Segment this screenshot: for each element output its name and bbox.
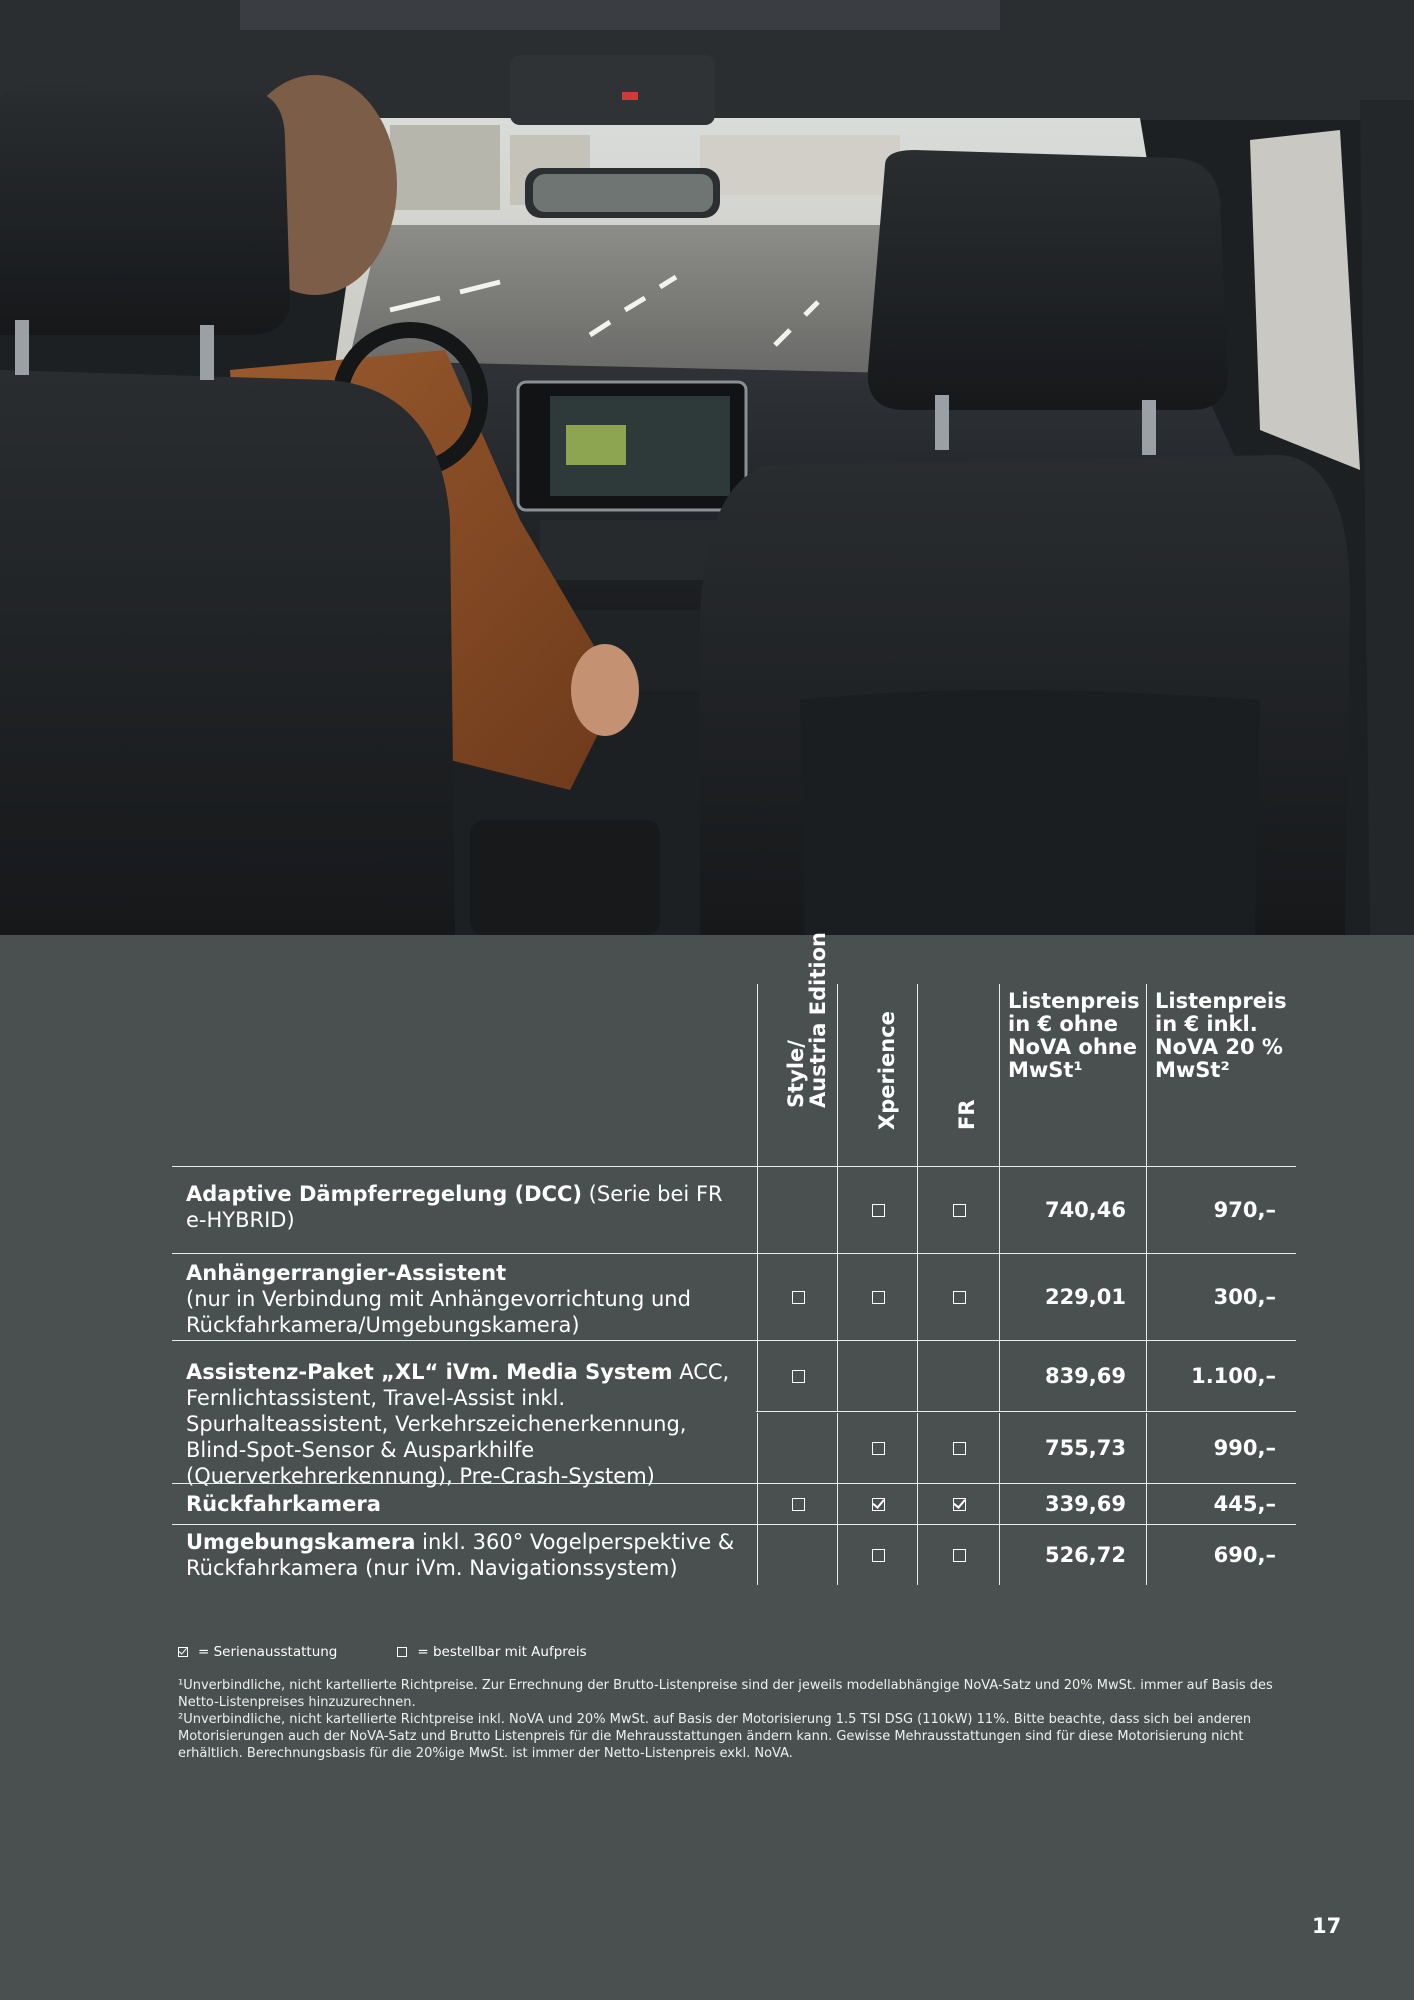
feature-title: Anhängerrangier-Assistent [186,1261,507,1285]
cell-price-gross: 300,– [1146,1254,1296,1340]
cell-xperience [837,1525,918,1585]
column-header-style [757,932,838,1166]
price-table [172,932,1296,1585]
cell-xperience [837,1167,918,1253]
optional-box-icon [872,1204,885,1217]
table-header [172,932,1296,1166]
standard-check-icon [872,1498,885,1511]
legend-series [178,1644,337,1660]
cell-price-net: 229,01 [999,1254,1146,1340]
cell-price-gross: 690,– [1146,1525,1296,1585]
cell-fr [917,1254,1000,1340]
cell-price-net: 740,46 [999,1167,1146,1253]
cell-style [757,1254,838,1340]
feature-title: Assistenz-Paket „XL“ iVm. Media System [186,1360,673,1384]
table-row [172,1166,1296,1253]
feature-desc: inkl. 360° Vogelperspektive & Rückfahrkamera (nur iVm. Navigationssystem) [186,1530,735,1580]
feature-title: Adaptive Dämpferregelung (DCC) [186,1182,582,1206]
column-header-style-label: Style/ Austria Edition [784,932,830,1108]
optional-box-icon [953,1442,966,1455]
cell-fr [917,1413,1000,1483]
table-row [172,1483,1296,1524]
cell-price-net: 339,69 [999,1484,1146,1524]
legend-optional [397,1644,586,1660]
optional-box-icon [397,1647,407,1657]
standard-check-icon [178,1647,188,1657]
feature-text [186,1260,746,1338]
feature-desc: ACC, Fernlichtassistent, Travel-Assist inkl. Spurhalteassistent, Verkehrszeichenerkennung, Blind-Spot-Sensor & Ausparkhilfe (Querverkehrerkennung), Pre-Crash-System) [186,1360,730,1488]
cell-price-gross: 445,– [1146,1484,1296,1524]
cell-price-gross: 970,– [1146,1167,1296,1253]
optional-box-icon [872,1442,885,1455]
optional-box-icon [792,1291,805,1304]
cell-xperience [837,1413,918,1483]
cell-price-net: 755,73 [999,1413,1146,1483]
standard-check-icon [953,1498,966,1511]
feature-text [186,1359,746,1489]
cell-fr [917,1167,1000,1253]
cell-style [757,1167,838,1253]
sub-row-divider [756,1411,1296,1412]
cell-style [757,1525,838,1585]
optional-box-icon [872,1549,885,1562]
cell-xperience [837,1484,918,1524]
cell-fr [917,1341,1000,1411]
feature-desc: (nur in Verbindung mit Anhängevorrichtung und Rückfahrkamera/Umgebungskamera) [186,1287,691,1337]
column-header-fr [917,984,998,1166]
cell-price-net: 526,72 [999,1525,1146,1585]
cell-fr [917,1484,1000,1524]
optional-box-icon [792,1498,805,1511]
feature-title: Rückfahrkamera [186,1492,381,1516]
column-header-price-gross: Listenpreis in € inkl. NoVA 20 % MwSt² [1146,984,1296,1166]
cell-style [757,1413,838,1483]
cell-xperience [837,1254,918,1340]
legend-optional-label: = bestellbar mit Aufpreis [417,1644,587,1660]
feature-text [186,1491,746,1517]
legend [178,1644,587,1660]
column-header-fr-label: FR [955,1099,979,1130]
cell-price-gross: 1.100,– [1146,1341,1296,1411]
footnote-1: ¹Unverbindliche, nicht kartellierte Richtpreise. Zur Errechnung der Brutto-Listenpreise sind der jeweils modellabhängige NoVA-Satz und 20% MwSt. immer auf Basis des Netto-Listenpreises hinzuzurechnen. [178,1678,1273,1710]
column-header-price-net: Listenpreis in € ohne NoVA ohne MwSt¹ [999,984,1146,1166]
cell-style [757,1341,838,1411]
optional-box-icon [872,1291,885,1304]
cell-fr [917,1525,1000,1585]
car-interior-photo [0,0,1414,935]
feature-desc: (Serie bei FR e-HYBRID) [186,1182,723,1232]
table-row [172,1340,1296,1488]
cell-price-net: 839,69 [999,1341,1146,1411]
optional-box-icon [953,1204,966,1217]
feature-text [186,1181,746,1233]
legend-series-label: = Serienausstattung [198,1644,338,1660]
cell-price-gross: 990,– [1146,1413,1296,1483]
table-row [172,1524,1296,1585]
feature-text [186,1529,746,1581]
cell-style [757,1484,838,1524]
footnote-2: ²Unverbindliche, nicht kartellierte Richtpreise inkl. NoVA und 20% MwSt. auf Basis der Motorisierung 1.5 TSI DSG (110kW) 11%. Bitte beachte, dass sich bei anderen Motorisierungen auch der NoVA-Satz und Brutto Listenpreis für die Mehrausstattungen ändern kann. Gewisse Mehrausstattungen sind für diese Motorisierung nicht erhältlich. Berechnungsbasis für die 20%ige MwSt. ist immer der Netto-Listenpreis exkl. NoVA. [178,1712,1252,1761]
car-interior-illustration [0,0,1414,935]
table-row [172,1253,1296,1340]
optional-box-icon [792,1370,805,1383]
optional-box-icon [953,1549,966,1562]
footnotes [178,1677,1298,1762]
page-number: 17 [1312,1914,1342,1938]
cell-xperience [837,1341,918,1411]
optional-box-icon [953,1291,966,1304]
column-header-xperience-label: Xperience [875,1011,899,1130]
column-header-xperience [837,984,918,1166]
feature-title: Umgebungskamera [186,1530,416,1554]
